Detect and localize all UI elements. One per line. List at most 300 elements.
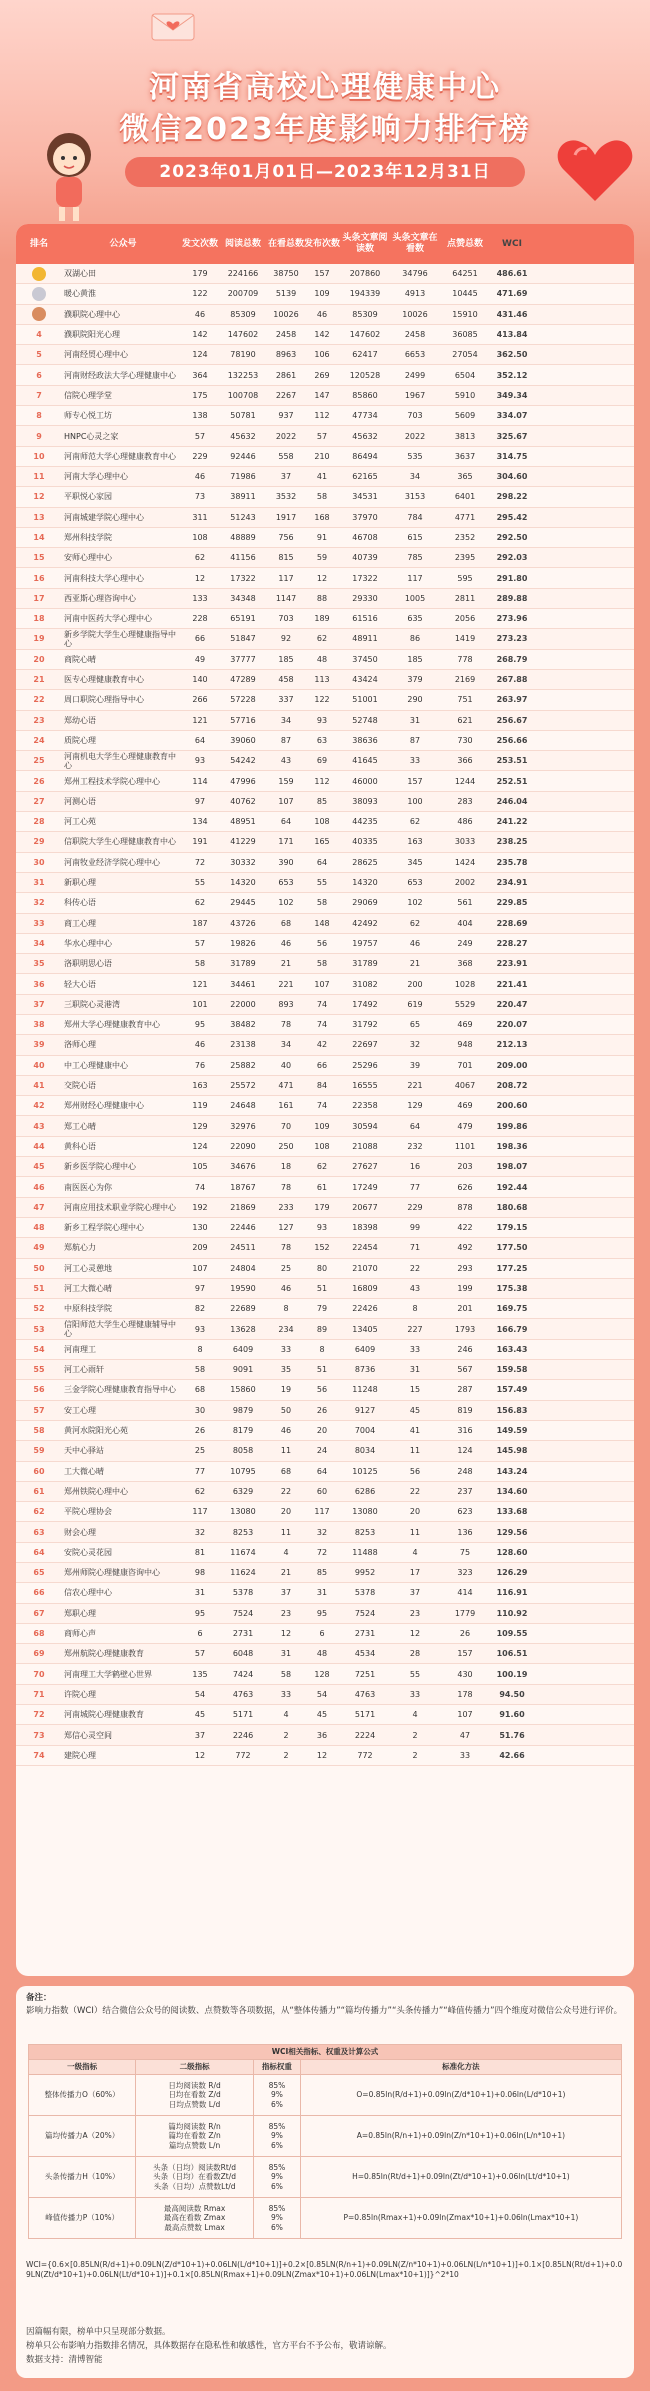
table-row — [16, 426, 634, 446]
cell-rank: 8 — [36, 411, 42, 421]
cell-posts: 12 — [194, 1750, 206, 1760]
cell-account-name: 洛职明思心语 — [64, 959, 112, 969]
cell-head-looks: 62 — [409, 817, 421, 827]
cell-publish: 60 — [316, 1486, 328, 1496]
table-row — [16, 264, 634, 284]
cell-account-name: 轻大心语 — [64, 979, 96, 989]
cell-head-looks: 615 — [407, 533, 423, 542]
cell-rank: 11 — [33, 472, 45, 482]
cell-rank: 72 — [33, 1710, 45, 1720]
cell-rank: 47 — [33, 1202, 45, 1212]
cell-rank: 40 — [33, 1060, 45, 1070]
cell-account-name: 河南经贸心理中心 — [64, 350, 128, 360]
cell-reads: 200709 — [227, 289, 259, 299]
cell-wci: 228.27 — [496, 938, 528, 948]
cell-head-reads: 14320 — [352, 878, 378, 888]
cell-wci: 289.88 — [496, 593, 528, 603]
table-row — [16, 284, 634, 304]
cell-looks: 1917 — [275, 512, 297, 522]
cell-account-name: 郑航心力 — [64, 1243, 96, 1253]
footer-note-2: 榜单只公布影响力指数排名情况，具体数据存在隐私性和敏感性，官方平台不予公布，敬请谅解。 — [26, 2341, 392, 2351]
cell-rank: 63 — [33, 1527, 45, 1537]
cell-account-name: 三职院心灵港湾 — [64, 999, 120, 1009]
cell-account-name: 河工心雨轩 — [64, 1365, 104, 1375]
cell-head-reads: 5171 — [354, 1710, 376, 1720]
cell-wci: 156.83 — [496, 1405, 528, 1415]
cell-reads: 17322 — [230, 573, 256, 583]
cell-account-name: 中工心理健康中心 — [64, 1060, 128, 1070]
cell-posts: 192 — [192, 1202, 208, 1212]
cell-reads: 22446 — [230, 1223, 256, 1233]
cell-posts: 58 — [194, 959, 206, 969]
notes-heading: 备注： — [26, 1993, 52, 2003]
cell-head-reads: 38636 — [352, 735, 378, 745]
cell-wci: 256.66 — [496, 735, 528, 745]
cell-publish: 31 — [316, 1588, 328, 1598]
cell-likes: 5529 — [454, 999, 476, 1009]
heart-icon — [555, 135, 635, 205]
cell-head-reads: 38093 — [352, 796, 378, 806]
cell-account-name: 河工大微心晴 — [64, 1283, 112, 1293]
cell-head-reads: 37450 — [352, 654, 378, 664]
cell-rank: 7 — [36, 390, 42, 400]
cell-publish: 46 — [316, 309, 328, 319]
cell-likes: 751 — [457, 695, 473, 705]
cell-reads: 24804 — [230, 1263, 256, 1273]
cell-head-looks: 232 — [407, 1141, 423, 1151]
table-row — [16, 1076, 634, 1096]
cell-likes: 2395 — [454, 553, 476, 563]
cell-looks: 10026 — [273, 309, 299, 319]
cell-publish: 26 — [316, 1405, 328, 1415]
cell-looks: 31 — [280, 1649, 292, 1659]
cell-reads: 22000 — [230, 999, 256, 1009]
table-row — [16, 914, 634, 934]
cell-looks: 46 — [280, 1283, 292, 1293]
cell-head-reads: 21088 — [352, 1141, 378, 1151]
cell-account-name: 信职院大学生心理健康教育中心 — [64, 837, 176, 847]
cell-posts: 74 — [194, 1182, 206, 1192]
cell-wci: 304.60 — [496, 472, 528, 482]
cell-looks: 756 — [278, 533, 294, 542]
cell-publish: 66 — [316, 1060, 328, 1070]
cell-wci: 267.88 — [496, 675, 528, 685]
cell-account-name: 新乡学院大学生心理健康指导中心 — [64, 629, 176, 648]
cell-head-looks: 43 — [409, 1283, 421, 1293]
cell-reads: 50781 — [230, 411, 256, 421]
cell-account-name: 郑州科技学院 — [64, 533, 112, 542]
cell-reads: 78190 — [230, 350, 256, 360]
cell-publish: 84 — [316, 1081, 328, 1091]
cell-head-reads: 44235 — [352, 817, 378, 827]
cell-looks: 159 — [278, 776, 294, 786]
cell-likes: 422 — [457, 1223, 473, 1233]
cell-posts: 175 — [192, 390, 208, 400]
cell-head-looks: 2499 — [404, 370, 426, 380]
weight-cell: 85% 9% 6% — [253, 2075, 300, 2116]
table-row — [16, 508, 634, 528]
cell-rank: 48 — [33, 1223, 45, 1233]
cell-looks: 22 — [280, 1486, 292, 1496]
cell-rank: 37 — [33, 999, 45, 1009]
page-title-line2: 微信2023年度影响力排行榜 — [119, 112, 531, 147]
cell-reads: 51847 — [230, 634, 256, 644]
table-row — [16, 934, 634, 954]
table-row — [16, 1319, 634, 1339]
cell-publish: 93 — [316, 1223, 328, 1233]
cell-reads: 6329 — [232, 1486, 254, 1496]
cell-head-looks: 46 — [409, 938, 421, 948]
cell-publish: 109 — [314, 1121, 330, 1131]
cell-head-reads: 10125 — [352, 1466, 378, 1476]
cell-looks: 33 — [280, 1344, 292, 1354]
cell-head-reads: 8034 — [354, 1446, 376, 1456]
table-row — [16, 447, 634, 467]
cell-posts: 191 — [192, 837, 208, 847]
cell-account-name: 医专心理健康教育中心 — [64, 675, 144, 685]
cell-publish: 109 — [314, 289, 330, 299]
cell-posts: 26 — [194, 1426, 206, 1436]
cell-looks: 11 — [280, 1446, 292, 1456]
table-row — [16, 1685, 634, 1705]
cell-likes: 2002 — [454, 878, 476, 888]
cell-posts: 49 — [194, 654, 206, 664]
cell-head-looks: 31 — [409, 715, 421, 725]
cell-posts: 135 — [192, 1669, 208, 1679]
cell-posts: 46 — [194, 472, 206, 482]
cell-wci: 200.60 — [496, 1101, 528, 1111]
cell-publish: 108 — [314, 1141, 330, 1151]
cell-posts: 6 — [197, 1629, 203, 1639]
cell-likes: 4771 — [454, 512, 476, 522]
cell-reads: 147602 — [227, 330, 259, 340]
cell-head-reads: 62417 — [352, 350, 378, 360]
cell-head-reads: 25296 — [352, 1060, 378, 1070]
cell-wci: 100.19 — [496, 1669, 528, 1679]
cell-head-reads: 52748 — [352, 715, 378, 725]
cell-account-name: 河南理工 — [64, 1344, 96, 1354]
cell-head-reads: 46708 — [352, 533, 378, 542]
cell-head-reads: 46000 — [352, 776, 378, 786]
col-header-likes: 点赞总数 — [446, 238, 483, 249]
cell-posts: 57 — [194, 938, 206, 948]
table-row — [16, 365, 634, 385]
cell-reads: 11674 — [230, 1547, 256, 1557]
cell-publish: 117 — [314, 1507, 330, 1517]
cell-posts: 101 — [192, 999, 208, 1009]
cell-posts: 57 — [194, 431, 206, 441]
cell-posts: 121 — [192, 715, 208, 725]
table-row — [16, 1624, 634, 1644]
cell-rank: 15 — [33, 553, 45, 563]
cell-reads: 57716 — [230, 715, 256, 725]
cell-looks: 19 — [280, 1385, 292, 1395]
cell-likes: 469 — [457, 1101, 473, 1111]
cell-rank: 60 — [33, 1466, 45, 1476]
cell-posts: 129 — [192, 1121, 208, 1131]
table-row — [16, 1664, 634, 1684]
cell-posts: 93 — [194, 1324, 206, 1334]
cell-likes: 199 — [457, 1283, 473, 1293]
cell-rank: 43 — [33, 1121, 45, 1131]
table-row — [16, 528, 634, 548]
cell-likes: 283 — [457, 796, 473, 806]
cell-looks: 78 — [280, 1182, 292, 1192]
table-row — [16, 1705, 634, 1725]
cell-head-looks: 2022 — [404, 431, 426, 441]
cell-head-reads: 40335 — [352, 837, 378, 847]
cell-rank: 58 — [33, 1426, 45, 1436]
cell-looks: 458 — [278, 675, 294, 685]
cell-posts: 81 — [194, 1547, 206, 1557]
cell-account-name: 河南大学心理中心 — [64, 472, 128, 482]
cell-rank: 38 — [33, 1020, 45, 1030]
cell-rank: 22 — [33, 695, 45, 705]
cell-likes: 64251 — [452, 269, 478, 279]
cell-rank: 50 — [33, 1263, 45, 1273]
cell-account-name: 信农心理中心 — [64, 1588, 112, 1598]
table-row — [16, 853, 634, 873]
cell-likes: 3637 — [454, 451, 476, 461]
cell-reads: 22689 — [230, 1304, 256, 1314]
table-body — [16, 264, 634, 1766]
weight-row — [29, 2116, 622, 2157]
cell-likes: 6401 — [454, 492, 476, 502]
cell-head-looks: 6653 — [404, 350, 426, 360]
weight-cell: 最高阅读数 Rmax 最高在看数 Zmax 最高点赞数 Lmax — [136, 2198, 254, 2239]
cell-posts: 138 — [192, 411, 208, 421]
cell-wci: 229.85 — [496, 898, 528, 908]
cell-wci: 334.07 — [496, 411, 528, 421]
cell-wci: 238.25 — [496, 837, 528, 847]
col-header-account: 公众号 — [109, 238, 137, 249]
cell-rank: 35 — [33, 959, 45, 969]
table-row — [16, 1340, 634, 1360]
cell-likes: 567 — [457, 1365, 473, 1375]
cell-head-reads: 34531 — [352, 492, 378, 502]
cell-wci: 134.60 — [496, 1486, 528, 1496]
cell-likes: 1244 — [454, 776, 476, 786]
cell-looks: 4 — [283, 1710, 289, 1720]
cell-rank: 32 — [33, 898, 45, 908]
cell-rank: 28 — [33, 817, 45, 827]
col-header-head-reads: 头条文章阅读数 — [342, 233, 388, 254]
cell-looks: 250 — [278, 1141, 294, 1151]
table-row — [16, 690, 634, 710]
cell-reads: 41156 — [230, 553, 256, 563]
cell-wci: 166.79 — [496, 1324, 528, 1334]
cell-head-reads: 29330 — [352, 593, 378, 603]
cell-posts: 32 — [194, 1527, 206, 1537]
cell-head-reads: 62165 — [352, 472, 378, 482]
cell-reads: 6409 — [232, 1344, 254, 1354]
cell-wci: 175.38 — [496, 1283, 528, 1293]
cell-wci: 221.41 — [496, 979, 528, 989]
cell-head-looks: 2 — [412, 1750, 418, 1760]
cell-posts: 95 — [194, 1608, 206, 1618]
cell-head-reads: 7251 — [354, 1669, 376, 1679]
cell-account-name: 西亚斯心理咨询中心 — [64, 593, 136, 603]
cell-likes: 2352 — [454, 533, 476, 542]
cell-reads: 11624 — [230, 1568, 256, 1578]
cell-rank: 74 — [33, 1750, 45, 1760]
cell-publish: 59 — [316, 553, 328, 563]
cell-account-name: 河南城院心理健康教育 — [64, 1710, 144, 1720]
weight-cell: 篇均传播力A（20%） — [29, 2116, 136, 2157]
table-row — [16, 1380, 634, 1400]
cell-publish: 189 — [314, 614, 330, 624]
cell-account-name: 新乡医学院心理中心 — [64, 1162, 136, 1172]
weight-cell: 篇均阅读数 R/n 篇均在看数 Z/n 篇均点赞数 L/n — [136, 2116, 254, 2157]
cell-looks: 43 — [280, 756, 292, 766]
cell-account-name: 郑信心灵空间 — [64, 1730, 112, 1740]
cell-reads: 48951 — [230, 817, 256, 827]
table-row — [16, 1421, 634, 1441]
weight-cell: A=0.85ln(R/n+1)+0.09ln(Z/n*10+1)+0.06ln(L/n*10+1) — [300, 2116, 621, 2157]
cell-account-name: 信院心理学堂 — [64, 390, 112, 400]
cell-wci: 253.51 — [496, 756, 528, 766]
cell-posts: 119 — [192, 1101, 208, 1111]
cell-head-looks: 345 — [407, 857, 423, 867]
cell-reads: 21869 — [230, 1202, 256, 1212]
cell-wci: 109.55 — [496, 1629, 528, 1639]
cell-rank: 66 — [33, 1588, 45, 1598]
weight-cell: P=0.85ln(Rmax+1)+0.09ln(Zmax*10+1)+0.06ln(Lmax*10+1) — [300, 2198, 621, 2239]
mascot-girl-icon — [36, 125, 102, 225]
cell-looks: 68 — [280, 918, 292, 928]
cell-wci: 252.51 — [496, 776, 528, 786]
cell-head-reads: 17322 — [352, 573, 378, 583]
cell-posts: 57 — [194, 1649, 206, 1659]
cell-wci: 352.12 — [496, 370, 528, 380]
cell-looks: 102 — [278, 898, 294, 908]
cell-wci: 235.78 — [496, 857, 528, 867]
cell-likes: 2169 — [454, 675, 476, 685]
cell-wci: 349.34 — [496, 390, 528, 400]
cell-head-reads: 8253 — [354, 1527, 376, 1537]
cell-head-reads: 5378 — [354, 1588, 376, 1598]
cell-likes: 486 — [457, 817, 473, 827]
cell-head-looks: 17 — [409, 1568, 421, 1578]
cell-head-looks: 55 — [409, 1669, 421, 1679]
cell-likes: 248 — [457, 1466, 473, 1476]
notes-panel — [16, 1986, 634, 2378]
cell-head-looks: 31 — [409, 1365, 421, 1375]
cell-likes: 47 — [459, 1730, 471, 1740]
weight-cell: 85% 9% 6% — [253, 2157, 300, 2198]
cell-head-reads: 40739 — [352, 553, 378, 563]
cell-rank: 5 — [36, 350, 42, 360]
cell-head-looks: 28 — [409, 1649, 421, 1659]
cell-publish: 106 — [314, 350, 330, 360]
table-row — [16, 386, 634, 406]
cell-posts: 76 — [194, 1060, 206, 1070]
cell-looks: 64 — [280, 817, 292, 827]
cell-rank: 31 — [33, 878, 45, 888]
cell-wci: 126.29 — [496, 1568, 528, 1578]
cell-likes: 4067 — [454, 1081, 476, 1091]
cell-looks: 58 — [280, 1669, 292, 1679]
cell-likes: 1779 — [454, 1608, 476, 1618]
cell-publish: 112 — [314, 411, 330, 421]
cell-likes: 323 — [457, 1568, 473, 1578]
cell-publish: 122 — [314, 695, 330, 705]
cell-posts: 72 — [194, 857, 206, 867]
cell-head-looks: 15 — [409, 1385, 421, 1395]
cell-posts: 124 — [192, 350, 208, 360]
cell-reads: 48889 — [230, 533, 256, 542]
envelope-heart-icon — [150, 8, 196, 42]
cell-wci: 198.36 — [496, 1141, 528, 1151]
cell-publish: 91 — [316, 533, 328, 542]
cell-looks: 92 — [280, 634, 292, 644]
weight-row — [29, 2157, 622, 2198]
cell-publish: 107 — [314, 979, 330, 989]
cell-head-reads: 7004 — [354, 1426, 376, 1436]
cell-looks: 37 — [280, 472, 292, 482]
cell-wci: 246.04 — [496, 796, 528, 806]
cell-rank: 73 — [33, 1730, 45, 1740]
table-row — [16, 609, 634, 629]
table-row — [16, 792, 634, 812]
cell-account-name: 河工心灵憩地 — [64, 1263, 112, 1273]
weight-header-level2: 二级指标 — [136, 2060, 254, 2075]
cell-posts: 66 — [194, 634, 206, 644]
cell-head-reads: 11248 — [352, 1385, 378, 1395]
cell-likes: 368 — [457, 959, 473, 969]
cell-posts: 45 — [194, 1710, 206, 1720]
table-row — [16, 1604, 634, 1624]
cell-reads: 31789 — [230, 959, 256, 969]
cell-looks: 46 — [280, 938, 292, 948]
cell-looks: 23 — [280, 1608, 292, 1618]
cell-head-reads: 30594 — [352, 1121, 378, 1131]
cell-rank: 51 — [33, 1283, 45, 1293]
cell-head-looks: 4 — [412, 1547, 418, 1557]
cell-account-name: 信阳师范大学生心理健康辅导中心 — [64, 1320, 176, 1339]
cell-head-reads: 207860 — [349, 269, 381, 279]
cell-likes: 237 — [457, 1486, 473, 1496]
cell-head-reads: 86494 — [352, 451, 378, 461]
cell-publish: 85 — [316, 1568, 328, 1578]
cell-publish: 165 — [314, 837, 330, 847]
cell-publish: 45 — [316, 1710, 328, 1720]
cell-wci: 292.03 — [496, 553, 528, 563]
cell-head-reads: 194339 — [349, 289, 381, 299]
cell-looks: 2 — [283, 1750, 289, 1760]
cell-rank — [16, 287, 62, 301]
cell-wci: 292.50 — [496, 533, 528, 542]
cell-looks: 221 — [278, 979, 294, 989]
cell-wci: 129.56 — [496, 1527, 528, 1537]
cell-account-name: 质院心理 — [64, 735, 96, 745]
cell-likes: 1419 — [454, 634, 476, 644]
cell-publish: 108 — [314, 817, 330, 827]
cell-reads: 18767 — [230, 1182, 256, 1192]
table-row — [16, 1543, 634, 1563]
cell-reads: 37777 — [230, 654, 256, 664]
cell-head-looks: 86 — [409, 634, 421, 644]
cell-likes: 1028 — [454, 979, 476, 989]
cell-likes: 5609 — [454, 411, 476, 421]
cell-reads: 34348 — [230, 593, 256, 603]
cell-head-looks: 11 — [409, 1446, 421, 1456]
cell-reads: 38482 — [230, 1020, 256, 1030]
cell-looks: 161 — [278, 1101, 294, 1111]
cell-reads: 19590 — [230, 1283, 256, 1293]
cell-head-reads: 22454 — [352, 1243, 378, 1253]
cell-account-name: 三金学院心理健康教育指导中心 — [64, 1385, 176, 1395]
